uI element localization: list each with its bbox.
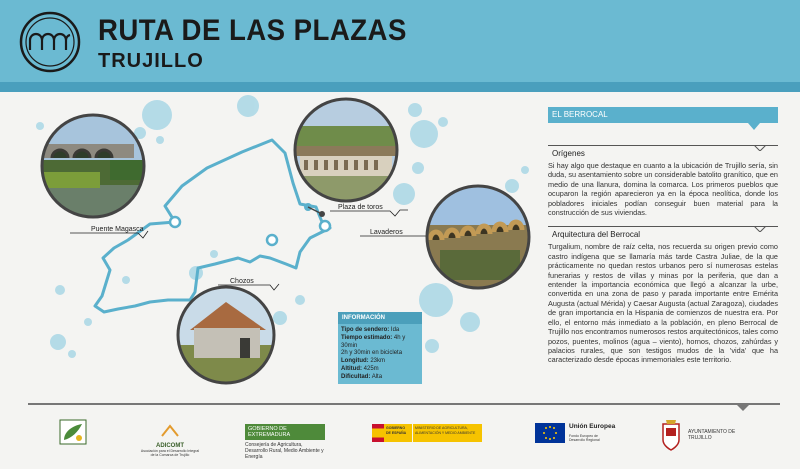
info-heading: INFORMACIÓN xyxy=(338,312,422,324)
footer-divider xyxy=(28,403,780,405)
label-plaza-de-toros: Plaza de toros xyxy=(338,204,383,211)
leader-logo xyxy=(58,418,88,451)
section-title: EL BERROCAL xyxy=(548,107,778,123)
gobierno-extremadura-logo: GOBIERNO DE EXTREMADURA Consejería de Agricultura, Desarrollo Rural, Medio Ambiente y Energía xyxy=(245,426,324,460)
coat-of-arms-icon xyxy=(660,418,682,452)
arches-logo xyxy=(18,10,82,74)
info-row: Altitud: 425m xyxy=(341,365,379,372)
header-strip xyxy=(0,82,800,92)
origins-heading: Orígenes xyxy=(548,145,778,161)
info-box xyxy=(338,312,422,384)
waypoint-markers xyxy=(170,203,330,245)
ministerio-logo: GOBIERNO DE ESPAÑA MINISTERIO DE AGRICULTURA, ALIMENTACIÓN Y MEDIO AMBIENTE xyxy=(372,424,482,442)
origins-text: Si hay algo que destaque en cuanto a la ubicación de Trujillo sería, sin duda, su asentamiento sobre un considerable batolito granítico, que en medio de una llanura, domina la comarca. Los primeros pueblos que ocuparon la región aparecieron ya en la época neolítica, donde los pobladores iniciales podían conseguir buen material para la construcción de sus viviendas. xyxy=(548,161,778,218)
architecture-heading: Arquitectura del Berrocal xyxy=(548,226,778,242)
adicomt-logo: ADICOMT Asociación para el Desarrollo Integral de la Comarca de Trujillo xyxy=(140,424,200,457)
section-pointer xyxy=(548,123,778,131)
label-chozos: Chozos xyxy=(230,278,254,285)
architecture-text: Turgalium, nombre de raíz celta, nos recuerda su origen previo como castro indígena que se llamaría más tarde Castra Juliae, de la que prácticamente no quedan restos urbanos pero sí numerosas estelas funerarias y restos de villas y minas por la periferia, que dan a entender la importancia económica que llegó a alcanzar la urbe, convertida en una zona de paso y parada importante entre Emérita Augusta (actual Mérida) y Caesar Augusta (actual Zaragoza), ciudades de gran importancia en la Hispania de comienzos de nuestra era. Por ello, el entorno más inmediato a la población, en pleno Berrocal de Trujillo nos encontramos numerosos restos arquitectónicos, tales como pozos, puentes, molinos (agua – viento), hornos, chozos, zahúrdas y palacios rurales, que son testigos mudos de la 'vida' que ha caracterizado desde épocas inmemoriales este territorio. xyxy=(548,242,778,365)
label-lavaderos: Lavaderos xyxy=(370,229,403,236)
info-row: Tiempo estimado: 4h y 30min xyxy=(341,334,406,349)
route-map xyxy=(0,92,545,402)
info-row: 2h y 30min en bicicleta xyxy=(341,350,403,357)
page-title: RUTA DE LAS PLAZAS xyxy=(98,14,407,47)
page-subtitle: TRUJILLO xyxy=(98,50,204,72)
eu-flag-icon xyxy=(535,423,565,443)
info-row: Dificultad: Alta xyxy=(341,373,383,380)
info-row: Tipo de sendero: Ida xyxy=(341,327,400,333)
ayuntamiento-trujillo-logo: AYUNTAMIENTO DE TRUJILLO xyxy=(660,418,735,452)
label-puente-magasca: Puente Magasca xyxy=(91,226,144,233)
text-panel xyxy=(548,107,778,365)
union-europea-logo: Unión Europea Fondo Europeo de Desarrollo Regional xyxy=(535,423,615,443)
info-row: Longitud: 23km xyxy=(341,358,385,365)
